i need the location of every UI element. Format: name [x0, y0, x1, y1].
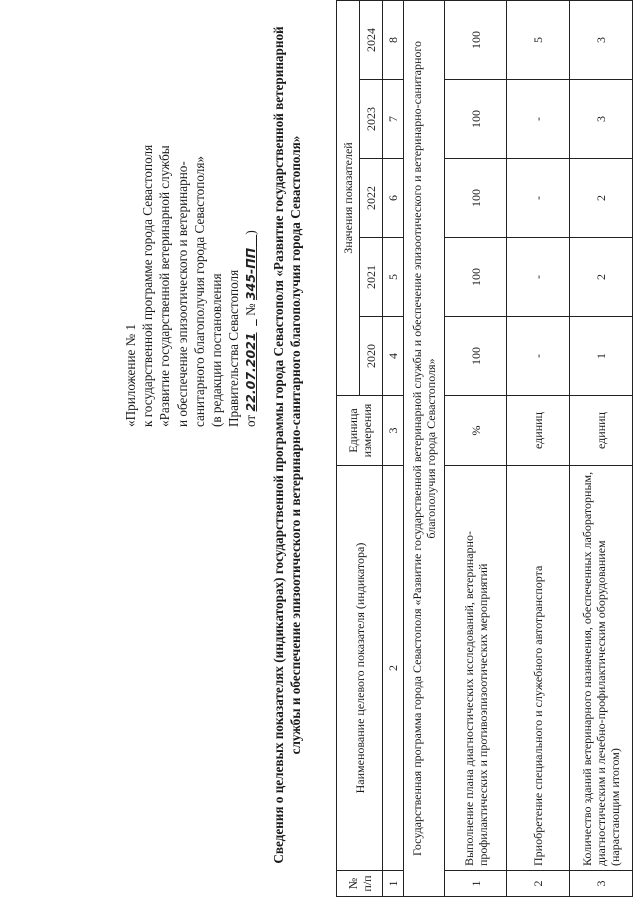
column-number: 6	[383, 159, 404, 238]
appendix-line: «Приложение № 1	[123, 323, 138, 427]
header-year: 2024	[360, 1, 383, 80]
table-row	[570, 1, 633, 897]
row-unit: %	[445, 396, 507, 466]
header-year: 2023	[360, 80, 383, 159]
row-unit: единиц	[570, 396, 633, 466]
row-value: 100	[445, 317, 507, 396]
row-num: 3	[570, 871, 633, 897]
row-value: 2	[570, 159, 633, 238]
row-name: Приобретение специального и служебного автотранспорта	[507, 466, 570, 871]
handwritten-date: 22.07.2021	[243, 332, 259, 412]
handwritten-number: 345-ПП	[243, 247, 259, 301]
column-number-row	[383, 1, 404, 897]
appendix-line: «Развитие государственной ветеринарной службы	[157, 145, 173, 427]
row-value: 100	[445, 159, 507, 238]
column-number: 1	[383, 871, 404, 897]
column-number: 7	[383, 80, 404, 159]
row-value: 3	[570, 1, 633, 80]
row-unit: единиц	[507, 396, 570, 466]
header-values-group: Значения показателей	[337, 1, 360, 396]
program-row	[404, 1, 445, 897]
program-title: Государственная программа города Севастополя «Развитие государственной ветеринарной службы и обеспечение эпизоотического и ветеринарно-санитарного благополучия города Севастополя»	[404, 1, 445, 897]
indicators-table	[336, 0, 633, 897]
close-paren: )	[243, 230, 259, 235]
header-year: 2020	[360, 317, 383, 396]
row-name: Выполнение плана диагностических исследований, ветеринарно-профилактических и противоэпизоотических мероприятий	[445, 466, 507, 871]
header-year: 2021	[360, 238, 383, 317]
column-number: 5	[383, 238, 404, 317]
row-value: 5	[507, 1, 570, 80]
row-num: 2	[507, 871, 570, 897]
appendix-line: (в редакции постановления	[209, 273, 225, 427]
column-number: 2	[383, 466, 404, 871]
appendix-line: и обеспечение эпизоотического и ветеринарно-	[174, 161, 190, 427]
table-row	[507, 1, 570, 897]
row-value: 100	[445, 238, 507, 317]
row-value: -	[507, 159, 570, 238]
row-value: -	[507, 317, 570, 396]
header-num: № п/п	[337, 871, 383, 897]
appendix-date-line	[242, 87, 259, 427]
row-value: -	[507, 80, 570, 159]
date-prefix: от	[243, 414, 259, 427]
appendix-line: Правительства Севастополя	[226, 269, 242, 427]
number-prefix: №	[243, 303, 259, 316]
row-value: 100	[445, 80, 507, 159]
table-row	[445, 1, 507, 897]
row-value: 3	[570, 80, 633, 159]
header-year: 2022	[360, 159, 383, 238]
table-header-row	[337, 1, 360, 897]
column-number: 8	[383, 1, 404, 80]
row-name: Количество зданий ветеринарного назначения, обеспеченных лабораторным, диагностическим и лечебно-профилактическим оборудованием (нарастающим итогом)	[570, 466, 633, 871]
row-value: -	[507, 238, 570, 317]
appendix-block	[122, 87, 260, 427]
document-title: Сведения о целевых показателях (индикаторах) государственной программы города Севастополя «Развитие государственной ветеринарной службы и обеспечение эпизоотического и ветеринарно-санитарного благополучия города Севастополя»	[271, 26, 303, 864]
row-value: 100	[445, 1, 507, 80]
row-num: 1	[445, 871, 507, 897]
appendix-line: к государственной программе города Севастополя	[140, 144, 156, 427]
header-unit: Единица измерения	[337, 396, 383, 466]
column-number: 4	[383, 317, 404, 396]
row-value: 2	[570, 238, 633, 317]
row-value: 1	[570, 317, 633, 396]
header-name: Наименование целевого показателя (индикатора)	[337, 466, 383, 871]
appendix-line: санитарного благополучия города Севастополя»	[191, 156, 207, 427]
column-number: 3	[383, 396, 404, 466]
